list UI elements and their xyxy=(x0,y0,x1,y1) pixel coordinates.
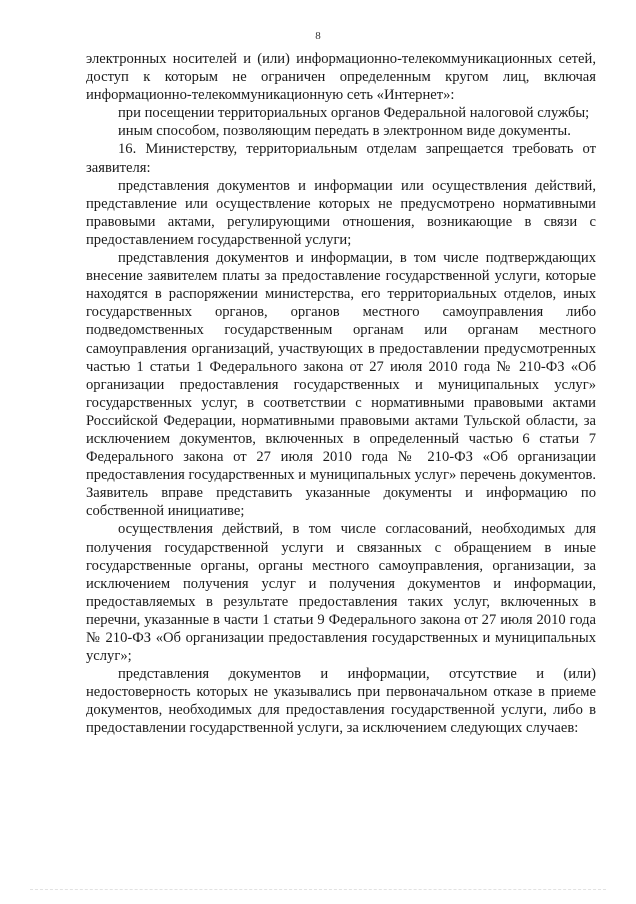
paragraph-other-method: иным способом, позволяющим передать в электронном виде документы. xyxy=(118,123,571,140)
scan-edge-line xyxy=(30,888,606,890)
paragraph-actions-approvals: осуществления действий, в том числе согласований, необходимых для получения государственной услуги и связанных с обращением в иные государственные органы, органы местного самоуправления, организации, за исключением получения услуг и получения документов и информации, предоставляемых в результате предоставления таких услуг, включенных в перечни, указанные в части 1 статьи 9 Федерального закона от 27 июля 2010 года № 210-ФЗ «Об организации предоставления государственных и муниципальных услуг»; xyxy=(86,521,596,665)
paragraph-tax-service: при посещении территориальных органов Федеральной налоговой службы; xyxy=(118,105,590,122)
paragraph-missing-info: представления документов и информации, отсутствие и (или) недостоверность которых не указывались при первоначальном отказе в приеме документов, необходимых для предоставления государственной услуги, либо в предоставлении государственной услуги, за исключением следующих случаев: xyxy=(86,666,596,737)
document-body xyxy=(86,50,596,738)
paragraph-docs-in-possession: представления документов и информации, в том числе подтверждающих внесение заявителем платы за предоставление государственной услуги, которые находятся в распоряжении министерства, его территориальных отделов, иных государственных органов, органов местного самоуправления либо подведомственных государственным органам или органам местного самоуправления организаций, участвующих в предоставлении предусмотренных частью 1 статьи 1 Федерального закона от 27 июля 2010 года № 210-ФЗ «Об организации предоставления государственных и муниципальных услуг» государственных услуг, в соответствии с нормативными правовыми актами Российской Федерации, нормативными правовыми актами Тульской области, за исключением документов, включенных в определенный частью 6 статьи 7 Федерального закона от 27 июля 2010 года № 210-ФЗ «Об организации предоставления государственных и муниципальных услуг» перечень документов. Заявитель вправе представить указанные документы и информацию по собственной инициативе; xyxy=(86,250,596,520)
paragraph-continuation: электронных носителей и (или) информационно-телекоммуникационных сетей, доступ к которым не ограничен определенным кругом лиц, включая информационно-телекоммуникационную сеть «Интернет»: xyxy=(86,51,596,104)
paragraph-not-required-docs: представления документов и информации или осуществления действий, представление или осуществление которых не предусмотрено нормативными правовыми актами, регулирующими отношения, возникающие в связи с предоставлением государственной услуги; xyxy=(86,177,596,248)
paragraph-item-16: 16. Министерству, территориальным отделам запрещается требовать от заявителя: xyxy=(86,141,596,176)
page-number: 8 xyxy=(315,30,321,42)
